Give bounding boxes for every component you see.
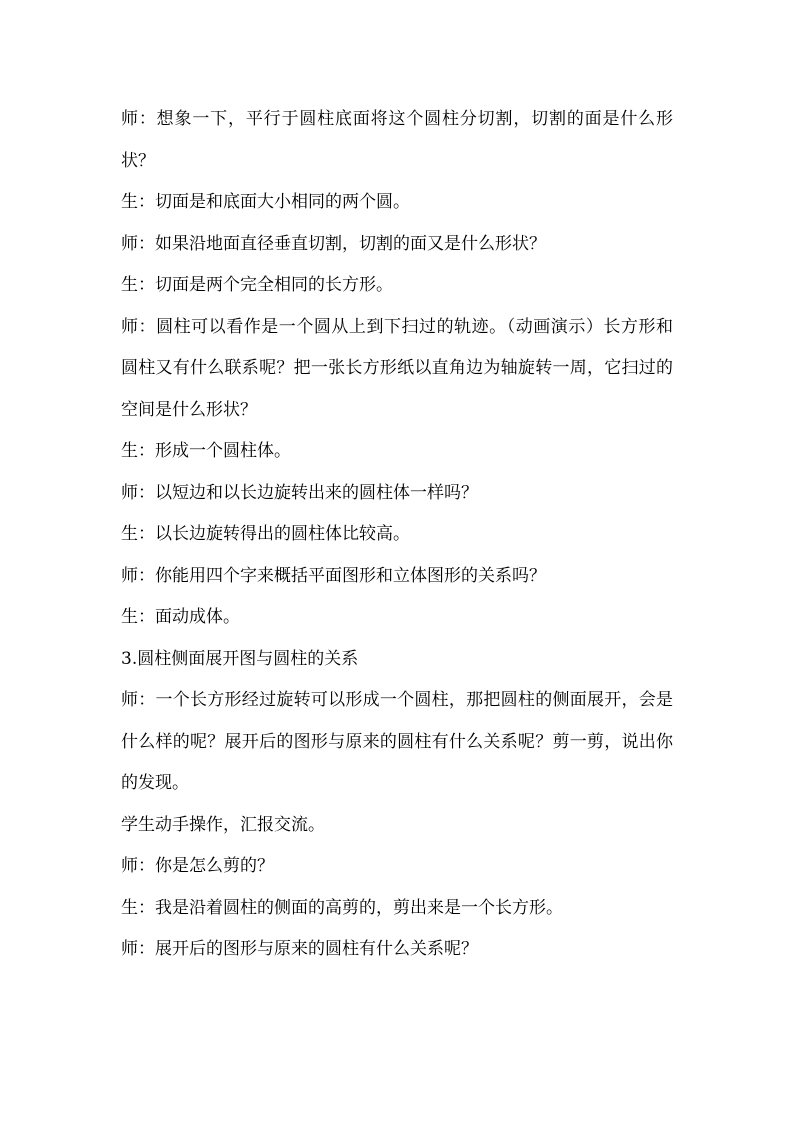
paragraph-student-2: 生：切面是两个完全相同的长方形。 <box>121 275 393 295</box>
paragraph-teacher-3: 师：圆柱可以看作是一个圆从上到下扫过的轨迹。（动画演示）长方形和圆柱又有什么联系呢？把一张长方形纸以直角边为轴旋转一周，它扫过的空间是什么形状？ <box>121 316 673 420</box>
paragraph-activity: 学生动手操作，汇报交流。 <box>121 814 325 835</box>
section-heading: 3.圆柱侧面展开图与圆柱的关系 <box>121 648 359 669</box>
paragraph-student-4: 生：以长边旋转得出的圆柱体比较高。 <box>121 524 410 544</box>
paragraph-teacher-1: 师：想象一下，平行于圆柱底面将这个圆柱分切割，切割的面是什么形状？ <box>121 109 673 171</box>
paragraph-teacher-6: 师：一个长方形经过旋转可以形成一个圆柱，那把圆柱的侧面展开，会是什么样的呢？展开后的图形与原来的圆柱有什么关系呢？剪一剪，说出你的发现。 <box>121 690 673 793</box>
paragraph-student-1: 生：切面是和底面大小相同的两个圆。 <box>121 192 410 212</box>
paragraph-teacher-4: 师：以短边和以长边旋转出来的圆柱体一样吗？ <box>121 482 478 503</box>
paragraph-teacher-5: 师：你能用四个字来概括平面图形和立体图形的关系吗？ <box>121 565 546 586</box>
document-body <box>121 99 673 971</box>
paragraph-teacher-7: 师：你是怎么剪的？ <box>121 856 274 876</box>
paragraph-teacher-2: 师：如果沿地面直径垂直切割，切割的面又是什么形状？ <box>121 233 546 254</box>
paragraph-teacher-8: 师：展开后的图形与原来的圆柱有什么关系呢？ <box>121 939 478 959</box>
paragraph-student-5: 生：面动成体。 <box>121 607 240 627</box>
paragraph-student-6: 生：我是沿着圆柱的侧面的高剪的，剪出来是一个长方形。 <box>121 897 563 918</box>
paragraph-student-3: 生：形成一个圆柱体。 <box>121 441 291 461</box>
